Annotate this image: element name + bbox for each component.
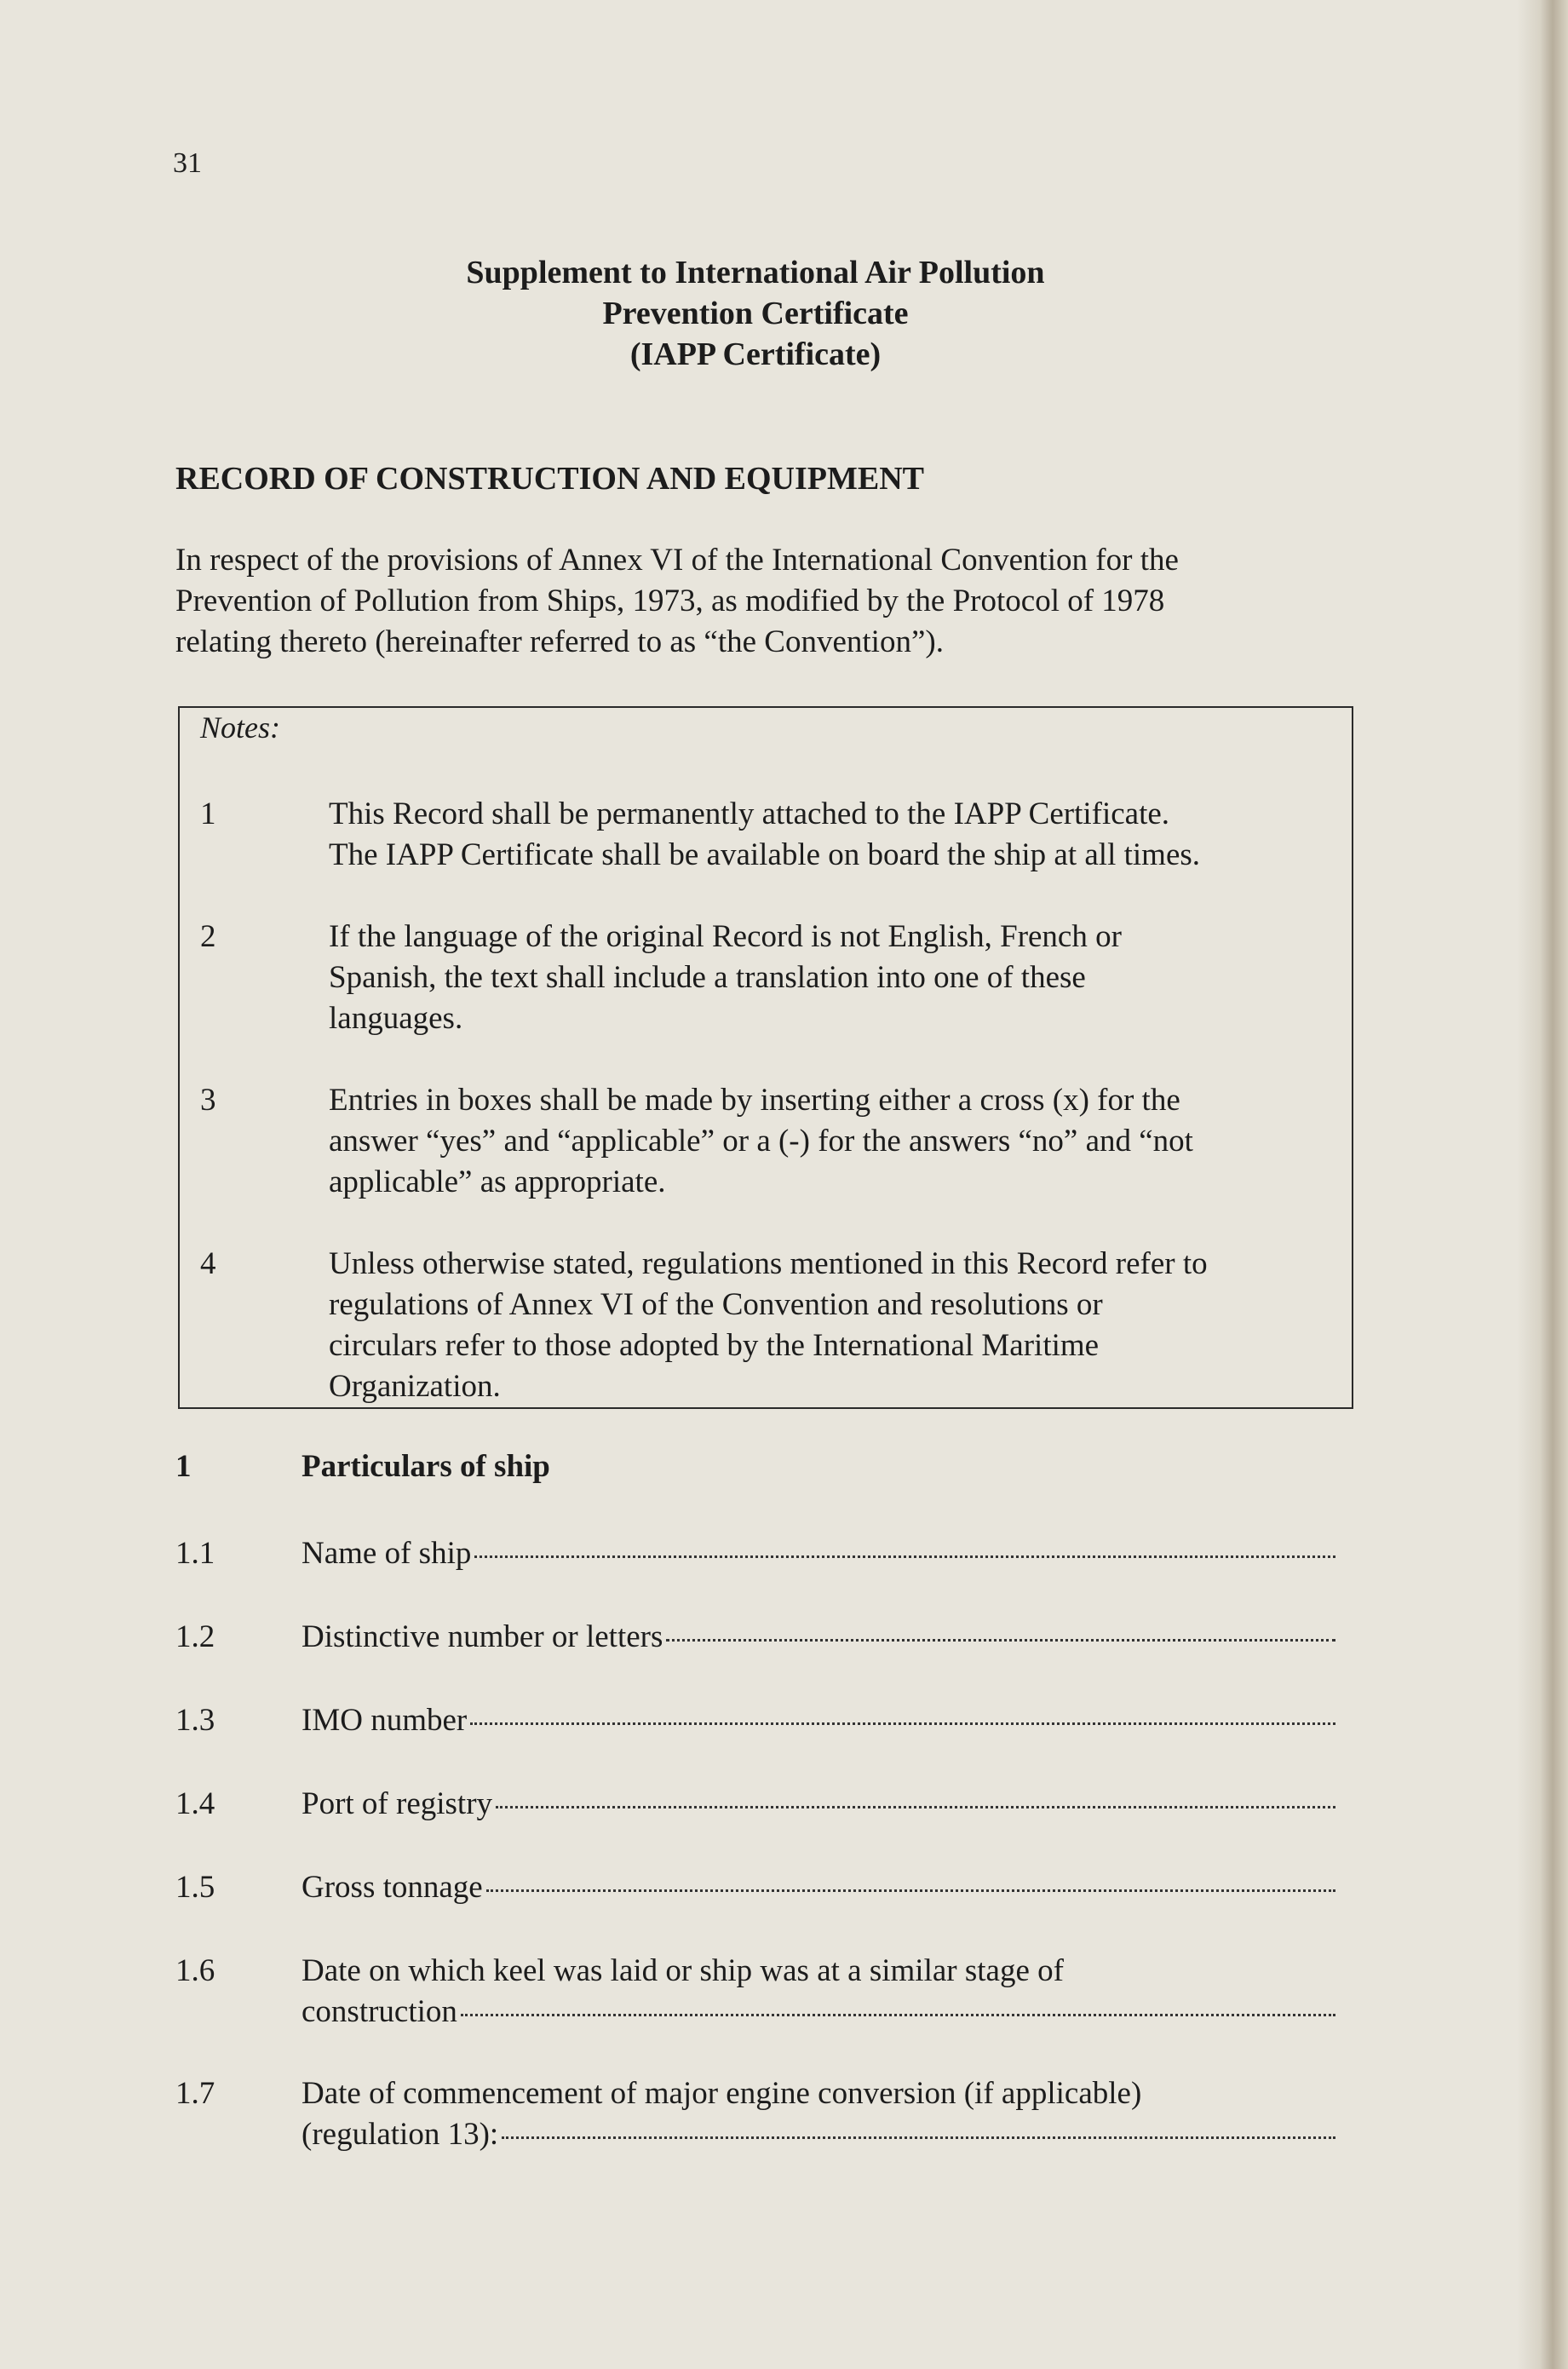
note-number: 1 <box>200 796 216 831</box>
note-line: answer “yes” and “applicable” or a (-) for the answers “no” and “not <box>329 1124 1193 1159</box>
section-number: 1 <box>175 1449 192 1484</box>
fill-in-line[interactable] <box>502 2136 1335 2139</box>
item-number: 1.3 <box>175 1703 215 1738</box>
notes-box <box>178 706 1353 1409</box>
item-number: 1.1 <box>175 1536 215 1571</box>
note-line: regulations of Annex VI of the Convention and resolutions or <box>329 1287 1103 1322</box>
note-text <box>329 794 1342 876</box>
note-text <box>329 1244 1342 1407</box>
fill-in-line[interactable] <box>496 1806 1335 1808</box>
note-line: This Record shall be permanently attached to the IAPP Certificate. <box>329 796 1170 831</box>
intro-line-1: In respect of the provisions of Annex VI of the International Convention for the <box>175 543 1179 578</box>
note-text <box>329 917 1342 1039</box>
item-label: Name of ship <box>302 1536 472 1571</box>
title-line-2: Prevention Certificate <box>602 296 909 331</box>
item-label-line: Date of commencement of major engine conversion (if applicable) <box>302 2076 1142 2111</box>
note-number: 2 <box>200 919 216 954</box>
fill-in-line[interactable] <box>461 2014 1335 2016</box>
fill-in-line[interactable] <box>666 1639 1335 1642</box>
item-label: construction <box>302 1994 457 2029</box>
item-label: Gross tonnage <box>302 1870 483 1905</box>
item-label: Port of registry <box>302 1786 493 1821</box>
page-binding-edge <box>1517 0 1568 2369</box>
title-line-1: Supplement to International Air Pollution <box>466 255 1045 290</box>
intro-line-3: relating thereto (hereinafter referred to as “the Convention”). <box>175 624 944 659</box>
notes-label: Notes: <box>200 710 280 745</box>
note-line: Spanish, the text shall include a translation into one of these <box>329 960 1086 995</box>
fill-in-line[interactable] <box>474 1555 1335 1558</box>
note-line: applicable” as appropriate. <box>329 1164 666 1199</box>
item-label: IMO number <box>302 1703 468 1738</box>
page-number: 31 <box>173 147 202 179</box>
intro-paragraph <box>175 540 1342 663</box>
intro-line-2: Prevention of Pollution from Ships, 1973, as modified by the Protocol of 1978 <box>175 584 1165 618</box>
note-line: If the language of the original Record is not English, French or <box>329 919 1122 954</box>
document-title <box>175 252 1335 375</box>
item-number: 1.5 <box>175 1870 215 1905</box>
note-number: 3 <box>200 1083 216 1118</box>
section-heading: RECORD OF CONSTRUCTION AND EQUIPMENT <box>175 461 924 497</box>
item-number: 1.4 <box>175 1786 215 1821</box>
note-text <box>329 1080 1342 1203</box>
note-number: 4 <box>200 1246 216 1281</box>
item-number: 1.6 <box>175 1953 215 1988</box>
section-title: Particulars of ship <box>302 1449 550 1484</box>
title-line-3: (IAPP Certificate) <box>629 336 882 372</box>
item-number: 1.7 <box>175 2076 215 2111</box>
item-label-line: Date on which keel was laid or ship was at a similar stage of <box>302 1953 1064 1988</box>
item-label: Distinctive number or letters <box>302 1619 663 1654</box>
note-line: languages. <box>329 1001 463 1036</box>
fill-in-line[interactable] <box>486 1889 1335 1892</box>
fill-in-line[interactable] <box>470 1722 1335 1725</box>
note-line: Unless otherwise stated, regulations mentioned in this Record refer to <box>329 1246 1208 1281</box>
note-line: Organization. <box>329 1369 501 1404</box>
item-label: (regulation 13): <box>302 2117 499 2152</box>
note-line: The IAPP Certificate shall be available on board the ship at all times. <box>329 837 1201 872</box>
note-line: Entries in boxes shall be made by inserting either a cross (x) for the <box>329 1083 1180 1118</box>
note-line: circulars refer to those adopted by the International Maritime <box>329 1328 1100 1363</box>
item-number: 1.2 <box>175 1619 215 1654</box>
